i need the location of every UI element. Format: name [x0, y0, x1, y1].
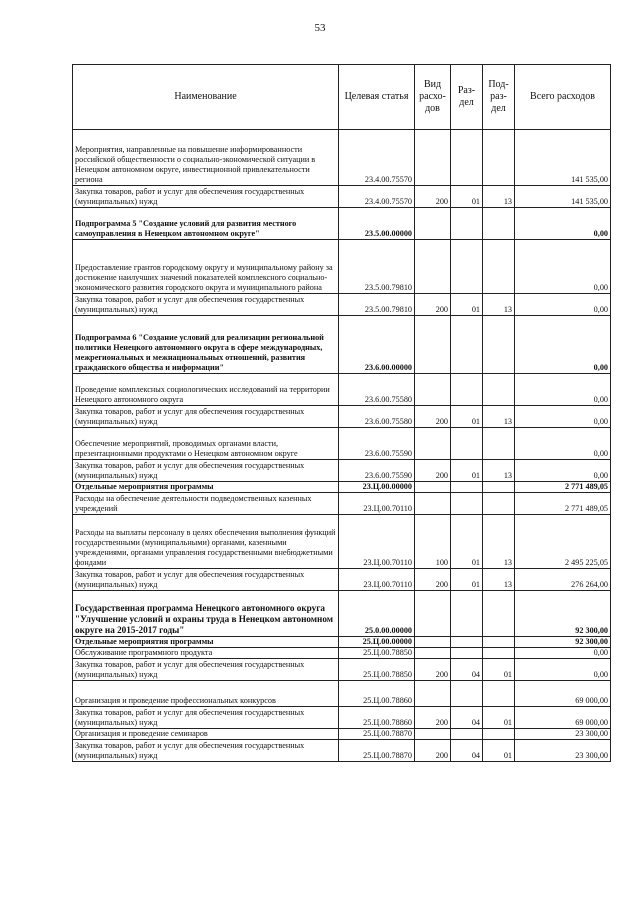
cell-article: 25.Ц.00.78850	[339, 659, 415, 681]
cell-name: Проведение комплексных социологических исследований на территории Ненецкого автономного округа	[73, 374, 339, 406]
cell-total: 23 300,00	[515, 740, 611, 762]
cell-article: 23.6.00.75590	[339, 428, 415, 460]
cell-kind	[415, 681, 451, 707]
cell-kind	[415, 240, 451, 294]
cell-name: Отдельные мероприятия программы	[73, 482, 339, 493]
cell-total: 2 771 489,05	[515, 493, 611, 515]
cell-total: 141 535,00	[515, 130, 611, 186]
cell-name: Обеспечение мероприятий, проводимых органами власти, презентационными продуктами о Ненецком автономном округе	[73, 428, 339, 460]
cell-total: 0,00	[515, 316, 611, 374]
table-row	[73, 374, 611, 406]
cell-subsection	[483, 240, 515, 294]
cell-subsection	[483, 637, 515, 648]
table-row	[73, 482, 611, 493]
cell-total: 0,00	[515, 648, 611, 659]
cell-article: 25.Ц.00.78870	[339, 740, 415, 762]
cell-kind	[415, 482, 451, 493]
cell-subsection	[483, 681, 515, 707]
header-kind: Вид расхо-дов	[415, 65, 451, 130]
cell-kind: 200	[415, 707, 451, 729]
cell-total: 69 000,00	[515, 681, 611, 707]
cell-name: Закупка товаров, работ и услуг для обеспечения государственных (муниципальных) нужд	[73, 569, 339, 591]
budget-table	[72, 64, 611, 762]
table-row	[73, 648, 611, 659]
cell-subsection: 01	[483, 740, 515, 762]
table-row	[73, 591, 611, 637]
table-row	[73, 186, 611, 208]
cell-article: 25.Ц.00.78870	[339, 729, 415, 740]
cell-name: Организация и проведение семинаров	[73, 729, 339, 740]
cell-article: 25.Ц.00.00000	[339, 637, 415, 648]
cell-subsection	[483, 493, 515, 515]
cell-subsection	[483, 208, 515, 240]
header-section: Раз-дел	[451, 65, 483, 130]
cell-kind: 200	[415, 294, 451, 316]
cell-total: 92 300,00	[515, 591, 611, 637]
page-number: 53	[314, 22, 326, 34]
cell-name: Расходы на выплаты персоналу в целях обеспечения выполнения функций государственными (муниципальными) органами, казенными учреждениями, органами управления государственными внебюджетными фондами	[73, 515, 339, 569]
cell-article: 23.5.00.00000	[339, 208, 415, 240]
cell-total: 0,00	[515, 374, 611, 406]
cell-total: 2 495 225,05	[515, 515, 611, 569]
cell-section	[451, 591, 483, 637]
cell-total: 0,00	[515, 460, 611, 482]
cell-section	[451, 208, 483, 240]
cell-kind: 200	[415, 460, 451, 482]
cell-kind	[415, 208, 451, 240]
cell-kind	[415, 729, 451, 740]
cell-section	[451, 428, 483, 460]
cell-section: 01	[451, 460, 483, 482]
cell-kind: 200	[415, 569, 451, 591]
cell-article: 23.4.00.75570	[339, 186, 415, 208]
cell-kind: 200	[415, 740, 451, 762]
cell-kind: 100	[415, 515, 451, 569]
cell-section	[451, 648, 483, 659]
cell-section	[451, 482, 483, 493]
cell-section: 04	[451, 659, 483, 681]
cell-subsection	[483, 130, 515, 186]
cell-article: 23.Ц.00.70110	[339, 493, 415, 515]
cell-section	[451, 637, 483, 648]
cell-name: Подпрограмма 6 "Создание условий для реализации региональной политики Ненецкого автономного округа в сфере международных, межрегиональных и межнациональных отношений, развития гражданского общества и информации"	[73, 316, 339, 374]
table-body	[73, 130, 611, 762]
cell-kind	[415, 648, 451, 659]
cell-article: 23.Ц.00.70110	[339, 569, 415, 591]
cell-subsection: 13	[483, 406, 515, 428]
table-row	[73, 493, 611, 515]
table-row	[73, 659, 611, 681]
cell-article: 25.Ц.00.78850	[339, 648, 415, 659]
cell-name: Организация и проведение профессиональных конкурсов	[73, 681, 339, 707]
cell-section	[451, 493, 483, 515]
cell-subsection	[483, 316, 515, 374]
cell-kind: 200	[415, 186, 451, 208]
table-row	[73, 406, 611, 428]
cell-subsection: 13	[483, 569, 515, 591]
cell-section: 04	[451, 740, 483, 762]
table-row	[73, 515, 611, 569]
cell-kind	[415, 374, 451, 406]
cell-subsection: 01	[483, 659, 515, 681]
cell-section: 01	[451, 515, 483, 569]
cell-subsection	[483, 591, 515, 637]
cell-name: Подпрограмма 5 "Создание условий для развития местного самоуправления в Ненецком автономном округе"	[73, 208, 339, 240]
cell-name: Закупка товаров, работ и услуг для обеспечения государственных (муниципальных) нужд	[73, 707, 339, 729]
cell-article: 23.6.00.00000	[339, 316, 415, 374]
cell-article: 25.Ц.00.78860	[339, 707, 415, 729]
cell-total: 23 300,00	[515, 729, 611, 740]
cell-total: 92 300,00	[515, 637, 611, 648]
cell-section	[451, 240, 483, 294]
cell-total: 0,00	[515, 294, 611, 316]
cell-total: 0,00	[515, 208, 611, 240]
cell-total: 0,00	[515, 428, 611, 460]
cell-subsection: 13	[483, 186, 515, 208]
cell-section	[451, 130, 483, 186]
cell-name: Закупка товаров, работ и услуг для обеспечения государственных (муниципальных) нужд	[73, 186, 339, 208]
cell-section	[451, 374, 483, 406]
cell-total: 141 535,00	[515, 186, 611, 208]
cell-subsection: 13	[483, 294, 515, 316]
table-row	[73, 460, 611, 482]
table-row	[73, 740, 611, 762]
cell-article: 23.Ц.00.00000	[339, 482, 415, 493]
cell-name: Мероприятия, направленные на повышение информированности российской общественности о социально-экономической ситуации в Ненецком автономном округе, инвестиционной привлекательности региона	[73, 130, 339, 186]
cell-section: 01	[451, 294, 483, 316]
cell-section: 01	[451, 569, 483, 591]
cell-kind	[415, 493, 451, 515]
cell-section: 01	[451, 186, 483, 208]
cell-kind	[415, 428, 451, 460]
cell-kind	[415, 130, 451, 186]
cell-article: 23.Ц.00.70110	[339, 515, 415, 569]
table-row	[73, 681, 611, 707]
cell-name: Отдельные мероприятия программы	[73, 637, 339, 648]
table-row	[73, 240, 611, 294]
cell-article: 25.0.00.00000	[339, 591, 415, 637]
cell-article: 23.6.00.75580	[339, 406, 415, 428]
table-header-row	[73, 65, 611, 130]
table-row	[73, 707, 611, 729]
cell-section	[451, 729, 483, 740]
cell-article: 23.4.00.75570	[339, 130, 415, 186]
cell-subsection	[483, 648, 515, 659]
header-article: Целевая статья	[339, 65, 415, 130]
cell-name: Закупка товаров, работ и услуг для обеспечения государственных (муниципальных) нужд	[73, 406, 339, 428]
cell-name: Закупка товаров, работ и услуг для обеспечения государственных (муниципальных) нужд	[73, 460, 339, 482]
cell-subsection	[483, 729, 515, 740]
cell-total: 0,00	[515, 659, 611, 681]
cell-article: 23.5.00.79810	[339, 294, 415, 316]
table-row	[73, 569, 611, 591]
cell-kind	[415, 316, 451, 374]
cell-article: 23.5.00.79810	[339, 240, 415, 294]
cell-subsection	[483, 374, 515, 406]
cell-section: 04	[451, 707, 483, 729]
table-row	[73, 729, 611, 740]
table-row	[73, 130, 611, 186]
cell-total: 0,00	[515, 406, 611, 428]
cell-article: 23.6.00.75580	[339, 374, 415, 406]
cell-section	[451, 681, 483, 707]
cell-kind	[415, 591, 451, 637]
cell-name: Государственная программа Ненецкого автономного округа "Улучшение условий и охраны труда в Ненецком автономном округе на 2015-2017 годы"	[73, 591, 339, 637]
header-name: Наименование	[73, 65, 339, 130]
table-row	[73, 294, 611, 316]
cell-kind	[415, 637, 451, 648]
cell-subsection	[483, 428, 515, 460]
cell-subsection: 01	[483, 707, 515, 729]
table-row	[73, 316, 611, 374]
cell-name: Расходы на обеспечение деятельности подведомственных казенных учреждений	[73, 493, 339, 515]
cell-name: Закупка товаров, работ и услуг для обеспечения государственных (муниципальных) нужд	[73, 294, 339, 316]
cell-kind: 200	[415, 406, 451, 428]
cell-section: 01	[451, 406, 483, 428]
cell-name: Предоставление грантов городскому округу и муниципальному району за достижение наилучших значений показателей комплексного социально-экономического развития городского округа и муниципального района	[73, 240, 339, 294]
cell-total: 0,00	[515, 240, 611, 294]
cell-name: Закупка товаров, работ и услуг для обеспечения государственных (муниципальных) нужд	[73, 740, 339, 762]
cell-total: 276 264,00	[515, 569, 611, 591]
cell-total: 69 000,00	[515, 707, 611, 729]
cell-subsection: 13	[483, 515, 515, 569]
cell-subsection	[483, 482, 515, 493]
cell-subsection: 13	[483, 460, 515, 482]
cell-name: Обслуживание программного продукта	[73, 648, 339, 659]
cell-name: Закупка товаров, работ и услуг для обеспечения государственных (муниципальных) нужд	[73, 659, 339, 681]
header-total: Всего расходов	[515, 65, 611, 130]
table-row	[73, 637, 611, 648]
cell-article: 23.6.00.75590	[339, 460, 415, 482]
cell-article: 25.Ц.00.78860	[339, 681, 415, 707]
table-row	[73, 428, 611, 460]
cell-section	[451, 316, 483, 374]
header-subsection: Под-раз-дел	[483, 65, 515, 130]
cell-total: 2 771 489,05	[515, 482, 611, 493]
cell-kind: 200	[415, 659, 451, 681]
table-row	[73, 208, 611, 240]
